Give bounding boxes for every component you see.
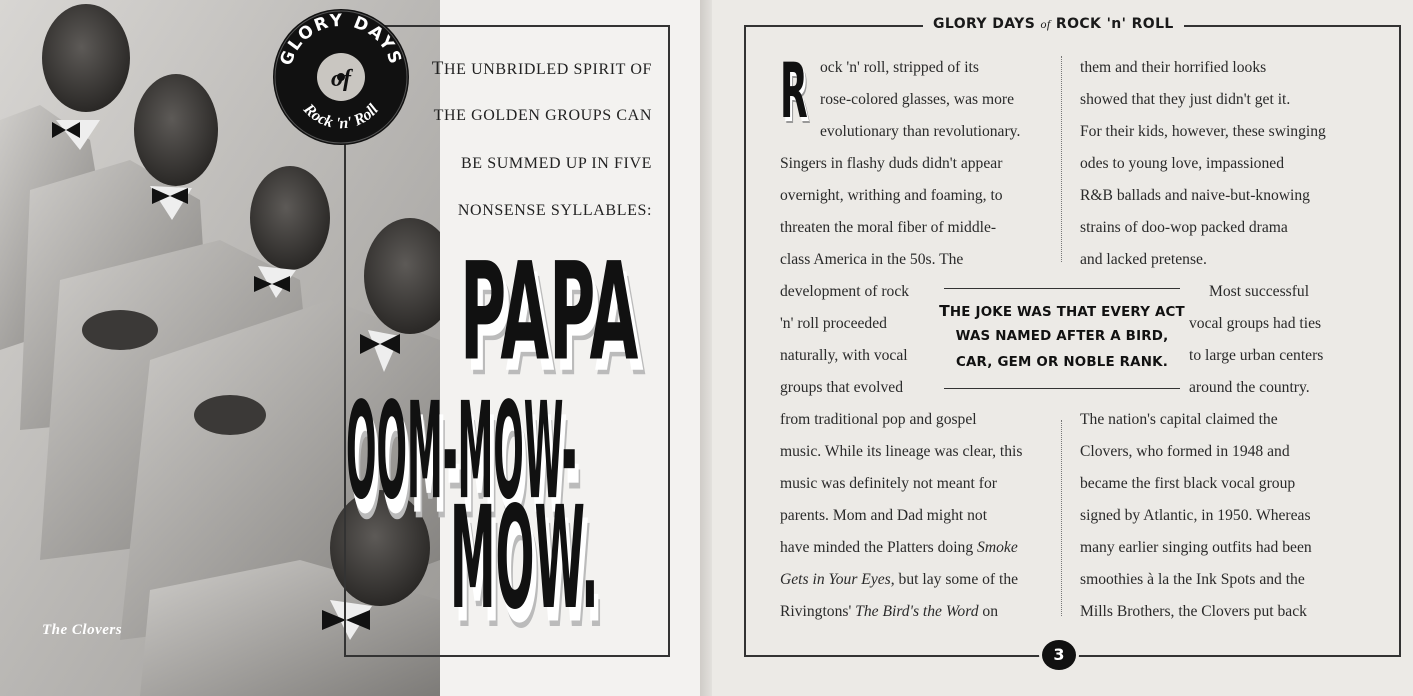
text-line: For their kids, however, these swinging — [1080, 123, 1326, 140]
pullquote-rule-top — [944, 288, 1180, 289]
pullquote — [936, 298, 1188, 376]
text-line: evolutionary than revolutionary. — [820, 123, 1021, 140]
text-line: vocal groups had ties — [1189, 315, 1322, 332]
text-line: to large urban centers — [1189, 347, 1324, 364]
text-line: R&B ballads and naive-but-knowing — [1080, 187, 1310, 204]
text-line: Most successful — [1209, 283, 1310, 300]
headline-line-1: PAPA — [460, 234, 639, 393]
text-line: music was definitely not meant for — [780, 475, 997, 492]
glory-days-logo — [268, 4, 414, 150]
intro-line: NONSENSE SYLLABLES: — [457, 201, 652, 219]
text-line: around the country. — [1189, 379, 1310, 396]
text-line: and lacked pretense. — [1080, 251, 1207, 268]
photo-caption: The Clovers — [42, 622, 123, 638]
intro-line: THE UNBRIDLED SPIRIT OF — [431, 58, 652, 79]
text-line: rose-colored glasses, was more — [820, 91, 1014, 108]
headline-line-2: OOM-MOW- — [346, 372, 577, 529]
headline-line-3: MOW. — [450, 479, 599, 643]
text-line: groups that evolved — [780, 379, 903, 396]
text-line: became the first black vocal group — [1080, 475, 1296, 492]
text-line: smoothies à la the Ink Spots and the — [1080, 571, 1305, 588]
text-line: music. While its lineage was clear, this — [780, 443, 1023, 460]
text-line: overnight, writhing and foaming, to — [780, 187, 1003, 204]
text-line: 'n' roll proceeded — [780, 315, 887, 332]
pullquote-line: CAR, GEM OR NOBLE RANK. — [955, 355, 1169, 370]
text-line: odes to young love, impassioned — [1080, 155, 1284, 172]
text-line: ock 'n' roll, stripped of its — [820, 59, 979, 76]
intro-line: BE SUMMED UP IN FIVE — [461, 154, 652, 172]
text-line: Singers in flashy duds didn't appear — [780, 155, 1003, 172]
drop-cap: R — [780, 49, 808, 136]
intro-line: THE GOLDEN GROUPS CAN — [433, 107, 652, 125]
text-line: Gets in Your Eyes, but lay some of the — [780, 571, 1019, 588]
logo-bottom-text: Rock 'n' Roll — [300, 100, 382, 133]
text-line: Rivingtons' The Bird's the Word on — [780, 603, 998, 620]
headline — [340, 234, 692, 643]
text-line: threaten the moral fiber of middle- — [780, 219, 997, 236]
text-line: from traditional pop and gospel — [780, 411, 977, 428]
pullquote-rule-bottom — [944, 388, 1180, 389]
pullquote-line: WAS NAMED AFTER A BIRD, — [955, 329, 1169, 344]
pullquote-line: THE JOKE WAS THAT EVERY ACT — [939, 302, 1185, 320]
text-line: parents. Mom and Dad might not — [780, 507, 988, 524]
right-page — [712, 0, 1413, 696]
text-line: class America in the 50s. The — [780, 251, 964, 268]
column-divider — [1061, 420, 1062, 616]
text-line: naturally, with vocal — [780, 347, 908, 364]
page-number: 3 — [1042, 640, 1076, 670]
text-line: strains of doo-wop packed drama — [1080, 219, 1288, 236]
text-line: have minded the Platters doing Smoke — [780, 539, 1018, 556]
text-line: them and their horrified looks — [1080, 59, 1267, 76]
text-line: development of rock — [780, 283, 910, 300]
text-line: Mills Brothers, the Clovers put back — [1080, 603, 1307, 620]
text-line: signed by Atlantic, in 1950. Whereas — [1080, 507, 1311, 524]
logo-top-text: GLORY DAYS — [276, 10, 406, 69]
text-line: The nation's capital claimed the — [1080, 411, 1278, 428]
intro-text — [420, 54, 652, 243]
text-line: showed that they just didn't get it. — [1080, 91, 1291, 108]
left-page — [0, 0, 705, 696]
logo-middle-text: of — [331, 66, 351, 92]
running-header: GLORY DAYS of ROCK 'n' ROLL — [923, 16, 1184, 32]
text-line: Clovers, who formed in 1948 and — [1080, 443, 1290, 460]
text-line: many earlier singing outfits had been — [1080, 539, 1312, 556]
column-divider — [1061, 56, 1062, 262]
